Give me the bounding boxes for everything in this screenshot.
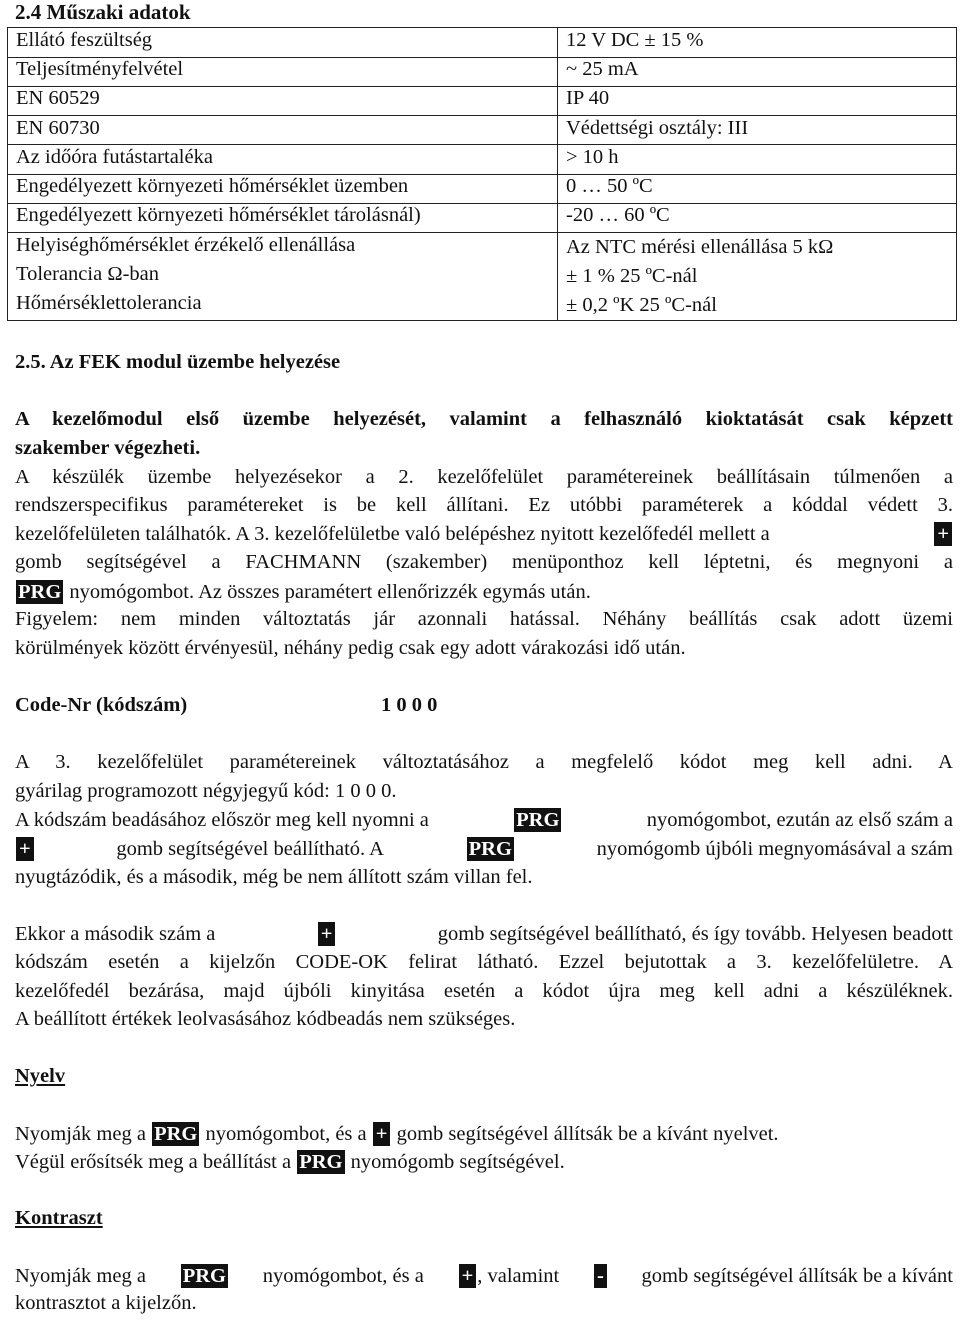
table-row-divider (8, 86, 956, 87)
paragraph-text: gomb segítségével beállítható. A (116, 837, 384, 860)
paragraph-line: A beállított értékek leolvasásához kódbeadás nem szükséges. (15, 1008, 516, 1030)
bold-notice-line: A kezelőmodul első üzembe helyezését, valamint a felhasználó kioktatását csak képzett (15, 408, 953, 430)
paragraph-line (15, 922, 953, 946)
paragraph-text: Ekkor a második szám a (15, 922, 216, 945)
key-group (458, 1264, 560, 1288)
plus-key: + (934, 522, 952, 546)
paragraph-text: nyomógombot. Az összes paramétert ellenőrizzék egymás után. (69, 581, 591, 603)
paragraph-text: kezelőfelületen találhatók. A 3. kezelőfelületbe való belépéshez nyitott kezelőfedél mellett a (15, 522, 770, 545)
paragraph-line (15, 1150, 565, 1174)
paragraph-text: nyomógombot, ezután az első szám a (646, 808, 953, 831)
minus-key: - (594, 1264, 607, 1288)
spec-label: Engedélyezett környezeti hőmérséklet üzemben (16, 175, 409, 197)
paragraph-line: kezelőfedél bezárása, majd újbóli kinyitása esetén a kódot újra meg kell adni a készüléknek. (15, 980, 953, 1002)
table-row-divider (8, 144, 956, 145)
paragraph-line: körülmények között érvényesül, néhány pedig csak egy adott várakozási idő után. (15, 637, 686, 659)
paragraph-line: A 3. kezelőfelület paramétereinek változtatásához a megfelelő kódot meg kell adni. A (15, 751, 953, 773)
kontraszt-heading: Kontraszt (15, 1207, 103, 1229)
plus-key: + (459, 1264, 477, 1288)
paragraph-text: gomb segítségével állítsák be a kívánt (641, 1264, 953, 1287)
paragraph-line: Figyelem: nem minden változtatás jár azonnali hatással. Néhány beállítás csak adott üzemi (15, 608, 953, 630)
prg-key: PRG (182, 1265, 226, 1287)
spec-label: Az időóra futástartaléka (16, 146, 213, 168)
nyelv-heading: Nyelv (15, 1065, 66, 1087)
spec-label: Ellátó feszültség (16, 29, 153, 51)
paragraph-text: Végül erősítsék meg a beállítást a (15, 1151, 292, 1173)
spec-value: ~ 25 mA (566, 58, 639, 80)
code-value: 1 0 0 0 (381, 694, 438, 716)
prg-key: PRG (299, 1151, 343, 1173)
paragraph-text: A kódszám beadásához először meg kell nyomni a (15, 808, 429, 831)
paragraph-text: , valamint (477, 1264, 560, 1287)
table-row-divider (8, 115, 956, 116)
paragraph-text: nyomógombot, és a (205, 1123, 367, 1145)
spec-label: Teljesítményfelvétel (16, 58, 184, 80)
prg-key: PRG (516, 809, 560, 831)
paragraph-text: nyomógombot, és a (262, 1264, 424, 1287)
spec-value: 0 … 50 ºC (566, 175, 653, 197)
paragraph-line: A készülék üzembe helyezésekor a 2. kezelőfelület paramétereinek beállításain túlmenően a (15, 466, 953, 488)
spec-value: -20 … 60 ºC (566, 204, 670, 226)
spec-table (7, 27, 957, 321)
spec-value: ± 1 % 25 ºC-nál (566, 265, 698, 287)
paragraph-line: gyárilag programozott négyjegyű kód: 1 0 0 0. (15, 780, 397, 802)
paragraph-line (15, 580, 591, 604)
table-row-divider (8, 232, 956, 233)
spec-label: Tolerancia Ω-ban (16, 263, 159, 285)
spec-label: Engedélyezett környezeti hőmérséklet tárolásnál) (16, 204, 421, 226)
paragraph-line (15, 522, 953, 546)
paragraph-text: nyomógomb újbóli megnyomásával a szám (596, 837, 953, 860)
plus-key: + (16, 837, 34, 861)
paragraph-line (15, 1122, 779, 1146)
spec-value: Az NTC mérési ellenállása 5 kΩ (566, 236, 834, 258)
code-label: Code-Nr (kódszám) (15, 694, 188, 716)
paragraph-line: rendszerspecifikus paramétereket is be kell állítani. Ez utóbbi paraméterek a kóddal védett 3. (15, 494, 953, 516)
section-title-2-5: 2.5. Az FEK modul üzembe helyezése (15, 351, 341, 373)
prg-key: PRG (468, 838, 512, 860)
prg-key: PRG (18, 581, 62, 603)
spec-value: Védettségi osztály: III (566, 117, 749, 139)
spec-value: 12 V DC ± 15 % (566, 29, 704, 51)
paragraph-line (15, 837, 953, 861)
prg-key: PRG (154, 1123, 198, 1145)
spec-label: Helyiséghőmérséklet érzékelő ellenállása (16, 234, 356, 256)
paragraph-line (15, 1264, 953, 1288)
paragraph-text: nyomógomb segítségével. (350, 1151, 565, 1173)
paragraph-line: kontrasztot a kijelzőn. (15, 1292, 197, 1314)
paragraph-line: kódszám esetén a kijelzőn CODE-OK felirat látható. Ezzel bejutottak a 3. kezelőfelületre. A (15, 951, 953, 973)
spec-label: EN 60730 (16, 117, 100, 139)
spec-value: > 10 h (566, 146, 619, 168)
spec-label: Hőmérséklettolerancia (16, 292, 202, 314)
paragraph-text: Nyomják meg a (15, 1264, 146, 1287)
spec-label: EN 60529 (16, 87, 100, 109)
paragraph-text: gomb segítségével beállítható, és így tovább. Helyesen beadott (437, 922, 953, 945)
paragraph-text: Nyomják meg a (15, 1123, 146, 1145)
spec-value: ± 0,2 ºK 25 ºC-nál (566, 294, 717, 316)
bold-notice-line: szakember végezheti. (15, 437, 201, 459)
plus-key: + (318, 922, 336, 946)
paragraph-line (15, 808, 953, 832)
paragraph-text: gomb segítségével állítsák be a kívánt nyelvet. (396, 1123, 779, 1145)
plus-key: + (373, 1122, 391, 1146)
paragraph-line: nyugtázódik, és a második, még be nem állított szám villan fel. (15, 866, 533, 888)
section-title-2-4: 2.4 Műszaki adatok (15, 0, 191, 24)
paragraph-line: gomb segítségével a FACHMANN (szakember) menüponthoz kell léptetni, és megnyoni a (15, 551, 953, 573)
spec-value: IP 40 (566, 87, 610, 109)
